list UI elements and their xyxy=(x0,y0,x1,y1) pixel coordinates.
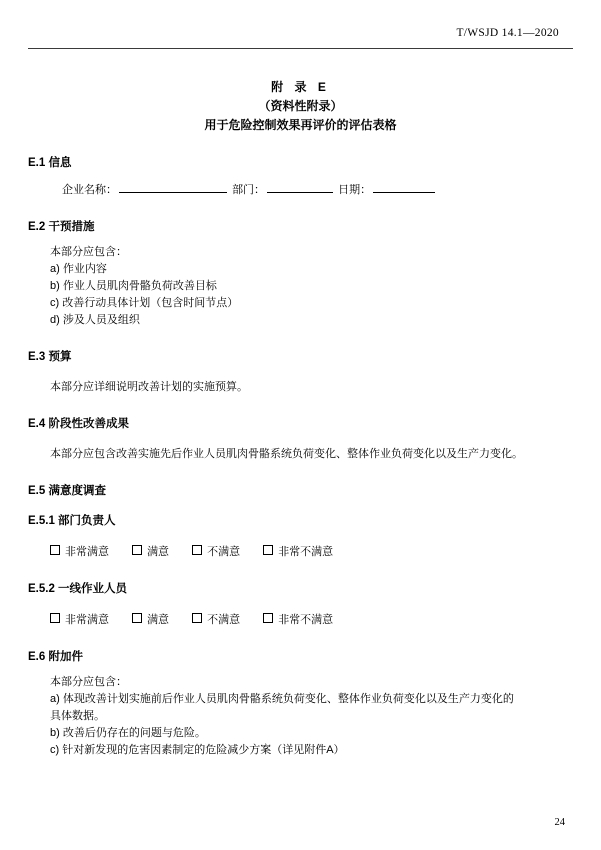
label-e5-1-unsatisfied: 不满意 xyxy=(207,546,241,558)
checkbox-e5-2-unsatisfied[interactable] xyxy=(192,613,202,623)
standard-code-header: T/WSJD 14.1—2020 xyxy=(456,27,559,39)
appendix-title-block xyxy=(0,78,601,135)
checkbox-e5-2-satisfied[interactable] xyxy=(132,613,142,623)
company-name-label: 企业名称： xyxy=(62,184,117,196)
document-content xyxy=(0,155,601,759)
section-heading-e2: E.2 干预措施 xyxy=(28,221,95,233)
e6-item-a-cont: 具体数据。 xyxy=(50,710,105,722)
date-label: 日期： xyxy=(338,184,372,196)
e5-2-options xyxy=(50,611,573,629)
checkbox-e5-1-satisfied[interactable] xyxy=(132,545,142,555)
department-input[interactable] xyxy=(267,180,333,193)
e6-intro: 本部分应包含： xyxy=(50,676,127,688)
header-divider xyxy=(28,48,573,49)
date-input[interactable] xyxy=(373,180,435,193)
info-field-row xyxy=(62,180,573,199)
section-heading-e5: E.5 满意度调查 xyxy=(28,485,106,497)
checkbox-e5-1-very-satisfied[interactable] xyxy=(50,545,60,555)
section-heading-e1: E.1 信息 xyxy=(28,157,72,169)
appendix-title-line-2: （资料性附录） xyxy=(258,99,343,113)
checkbox-e5-2-very-satisfied[interactable] xyxy=(50,613,60,623)
appendix-title-line-3: 用于危险控制效果再评价的评估表格 xyxy=(204,118,397,132)
label-e5-1-very-satisfied: 非常满意 xyxy=(65,546,109,558)
e6-item-a: a) 体现改善计划实施前后作业人员肌肉骨骼系统负荷变化、整体作业负荷变化以及生产力变化的 xyxy=(50,693,514,705)
checkbox-e5-1-very-unsatisfied[interactable] xyxy=(263,545,273,555)
e6-item-c: c) 针对新发现的危害因素制定的危险减少方案（详见附件A） xyxy=(50,744,345,756)
e5-1-options xyxy=(50,543,573,561)
e3-text: 本部分应详细说明改善计划的实施预算。 xyxy=(50,381,248,393)
e2-item-d: d) 涉及人员及组织 xyxy=(50,314,140,326)
section-heading-e6: E.6 附加件 xyxy=(28,651,83,663)
label-e5-2-satisfied: 满意 xyxy=(147,614,170,626)
e2-item-a: a) 作业内容 xyxy=(50,263,107,275)
department-label: 部门： xyxy=(232,184,266,196)
appendix-title-line-1: 附 录 E xyxy=(271,80,330,94)
e2-item-b: b) 作业人员肌肉骨骼负荷改善目标 xyxy=(50,280,217,292)
label-e5-2-very-unsatisfied: 非常不满意 xyxy=(278,614,334,626)
section-heading-e3: E.3 预算 xyxy=(28,351,72,363)
e4-text: 本部分应包含改善实施先后作业人员肌肉骨骼系统负荷变化、整体作业负荷变化以及生产力变化。 xyxy=(50,448,523,460)
label-e5-2-very-satisfied: 非常满意 xyxy=(65,614,109,626)
label-e5-1-satisfied: 满意 xyxy=(147,546,170,558)
checkbox-e5-2-very-unsatisfied[interactable] xyxy=(263,613,273,623)
checkbox-e5-1-unsatisfied[interactable] xyxy=(192,545,202,555)
e2-intro: 本部分应包含： xyxy=(50,246,127,258)
label-e5-2-unsatisfied: 不满意 xyxy=(207,614,241,626)
section-heading-e5-2: E.5.2 一线作业人员 xyxy=(28,583,128,595)
company-name-input[interactable] xyxy=(119,180,227,193)
e2-item-c: c) 改善行动具体计划（包含时间节点） xyxy=(50,297,239,309)
section-heading-e5-1: E.5.1 部门负责人 xyxy=(28,515,116,527)
page-number: 24 xyxy=(554,817,565,828)
e6-item-b: b) 改善后仍存在的问题与危险。 xyxy=(50,727,206,739)
section-heading-e4: E.4 阶段性改善成果 xyxy=(28,418,129,430)
label-e5-1-very-unsatisfied: 非常不满意 xyxy=(278,546,334,558)
